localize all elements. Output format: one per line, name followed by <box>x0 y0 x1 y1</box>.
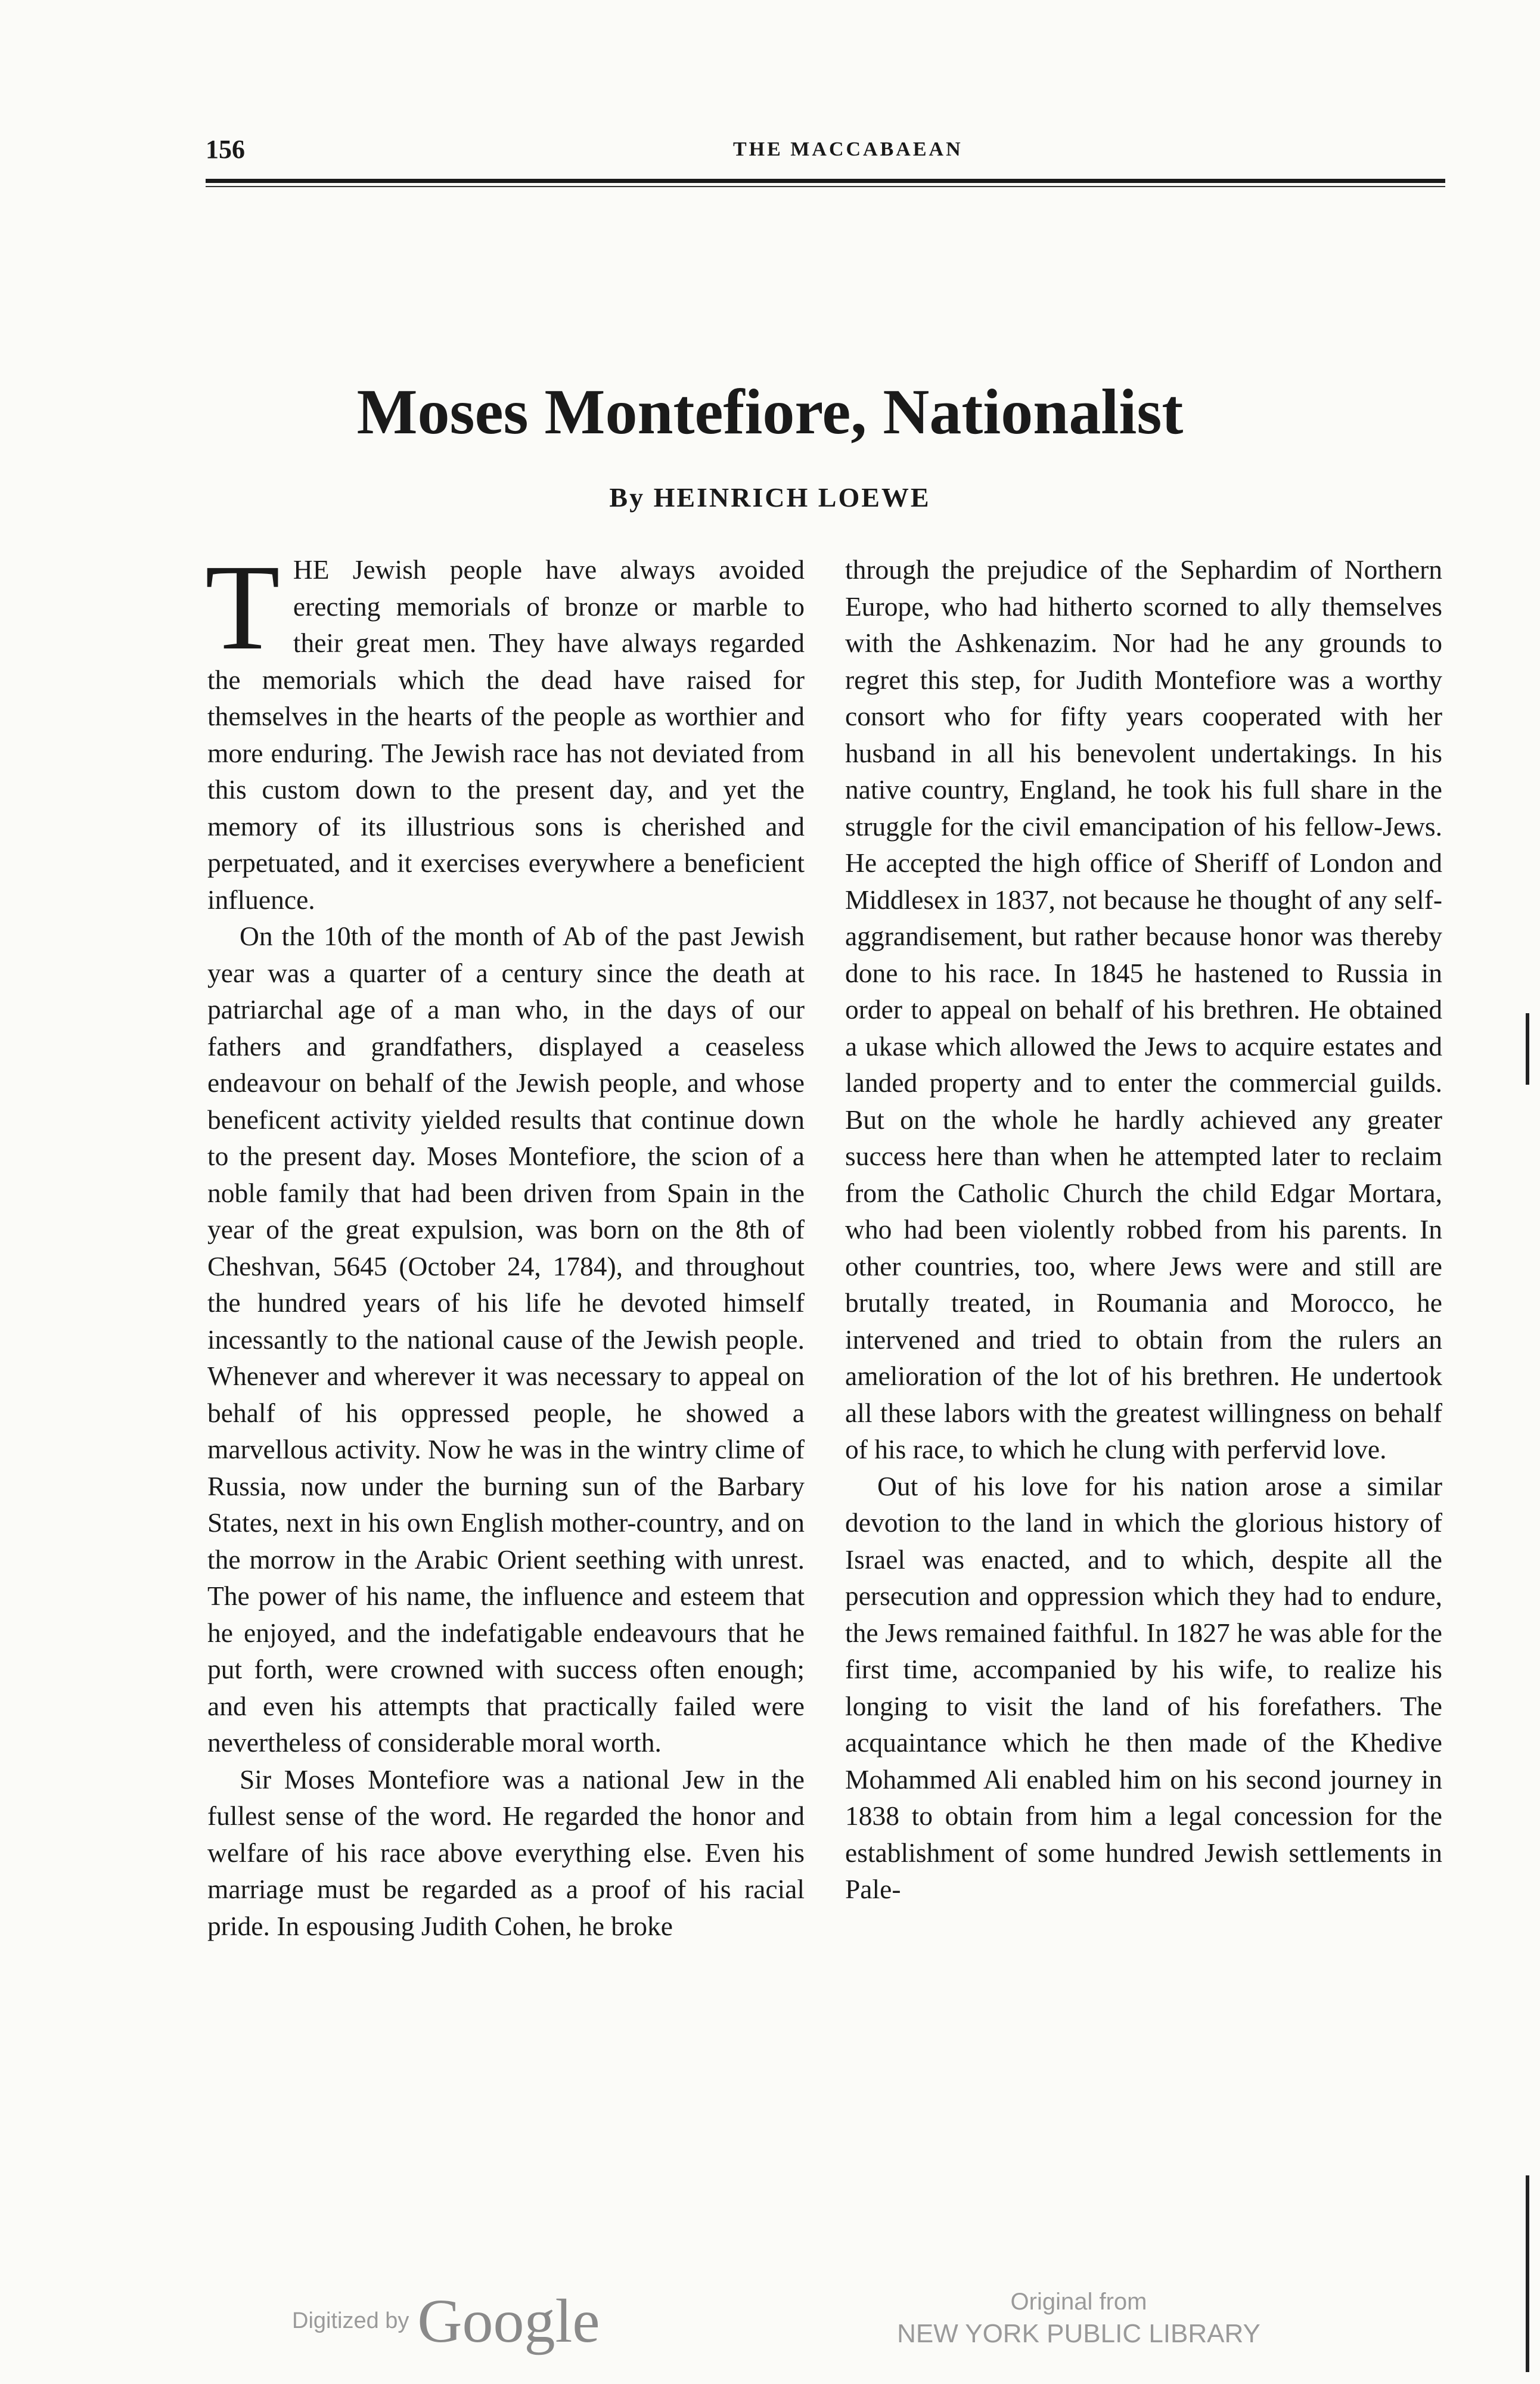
original-source-watermark <box>894 2289 1263 2349</box>
paragraph-text: HE Jewish people have always avoided erecting memorials of bronze or marble to their great men. They have always regarded the memorials which the dead have raised for themselves in the hearts of the people as worthier and more enduring. The Jewish race has not deviated from this custom down to the present day, and yet the memory of its illustrious sons is cherished and perpetuated, and it exercises everywhere a beneficient influence. <box>207 554 805 915</box>
left-column <box>205 539 805 2250</box>
header-rule-thin <box>206 186 1445 187</box>
original-from-label: Original from <box>1010 2289 1147 2315</box>
google-logo: Google <box>417 2287 600 2355</box>
paragraph: On the 10th of the month of Ab of the past Jewish year was a quarter of a century since the death at patriarchal age of a man who, in the days of our fathers and grandfathers, displayed a ceaseless endeavour on behalf of the Jewish people, and whose beneficent activity yielded results that continue down to the present day. Moses Montefiore, the scion of a noble family that had been driven from Spain in the year of the great expulsion, was born on the 8th of Cheshvan, 5645 (October 24, 1784), and throughout the hundred years of his life he devoted himself incessantly to the national cause of the Jewish people. Whenever and wherever it was necessary to appeal on behalf of his oppressed people, he showed a marvellous activity. Now he was in the wintry clime of Russia, now under the burning sun of the Barbary States, next in his own English mother-country, and on the morrow in the Arabic Orient seething with unrest. The power of his name, the influence and esteem that he enjoyed, and the indefatigable endeavours that he put forth, were crowned with success often enough; and even his attempts that practically failed were nevertheless of considerable moral worth. <box>207 921 805 1758</box>
article-title: Moses Montefiore, Nationalist <box>356 377 1184 448</box>
paragraph: Out of his love for his nation arose a similar devotion to the land in which the glorious history of Israel was enacted, and to which, despite all the persecution and oppression which they had to endure, the Jews remained faithful. In 1827 he was able for the first time, accompanied by his wife, to realize his longing to visit the land of his forefathers. The acquaintance which he then made of the Khedive Mohammed Ali enabled him on his second journey in 1838 to obtain from him a legal concession for the establishment of some hundred Jewish settlements in Pale- <box>845 1470 1442 1904</box>
header-rule-thick <box>206 179 1445 183</box>
running-head: THE MACCABAEAN <box>733 138 963 160</box>
article-byline: By HEINRICH LOEWE <box>609 482 931 513</box>
paragraph <box>205 539 805 918</box>
paragraph: Sir Moses Montefiore was a national Jew in the fullest sense of the word. He regarded the honor and welfare of his race above everything else. Even his marriage must be regarded as a proof of his racial pride. In espousing Judith Cohen, he broke <box>207 1764 805 1941</box>
right-column <box>845 551 1442 2250</box>
page-number: 156 <box>206 135 245 164</box>
drop-cap: T <box>205 539 280 675</box>
digitized-by-watermark <box>292 2286 600 2357</box>
digitized-by-label: Digitized by <box>292 2308 409 2333</box>
library-name: NEW YORK PUBLIC LIBRARY <box>897 2319 1260 2348</box>
paragraph: through the prejudice of the Sephardim of Northern Europe, who had hitherto scorned to ally themselves with the Ashkenazim. Nor had he any grounds to regret this step, for Judith Montefiore was a worthy consort who for fifty years cooperated with her husband in all his benevolent undertakings. In his native country, England, he took his full share in the struggle for the civil emancipation of his fellow-Jews. He accepted the high office of Sheriff of London and Middlesex in 1837, not because he thought of any self-aggrandisement, but rather because honor was thereby done to his race. In 1845 he hastened to Russia in order to appeal on behalf of his brethren. He obtained a ukase which allowed the Jews to acquire estates and landed property and to enter the commercial guilds. But on the whole he hardly achieved any greater success here than when he attempted later to reclaim from the Catholic Church the child Edgar Mortara, who had been violently robbed from his parents. In other countries, too, where Jews were and still are brutally treated, in Roumania and Morocco, he intervened and tried to obtain from the rulers an amelioration of the lot of his brethren. He undertook all these labors with the greatest willingness on behalf of his race, to which he clung with perfervid love. <box>845 554 1442 1464</box>
scan-edge-mark <box>1526 2175 1529 2372</box>
scan-edge-mark <box>1526 1013 1529 1085</box>
